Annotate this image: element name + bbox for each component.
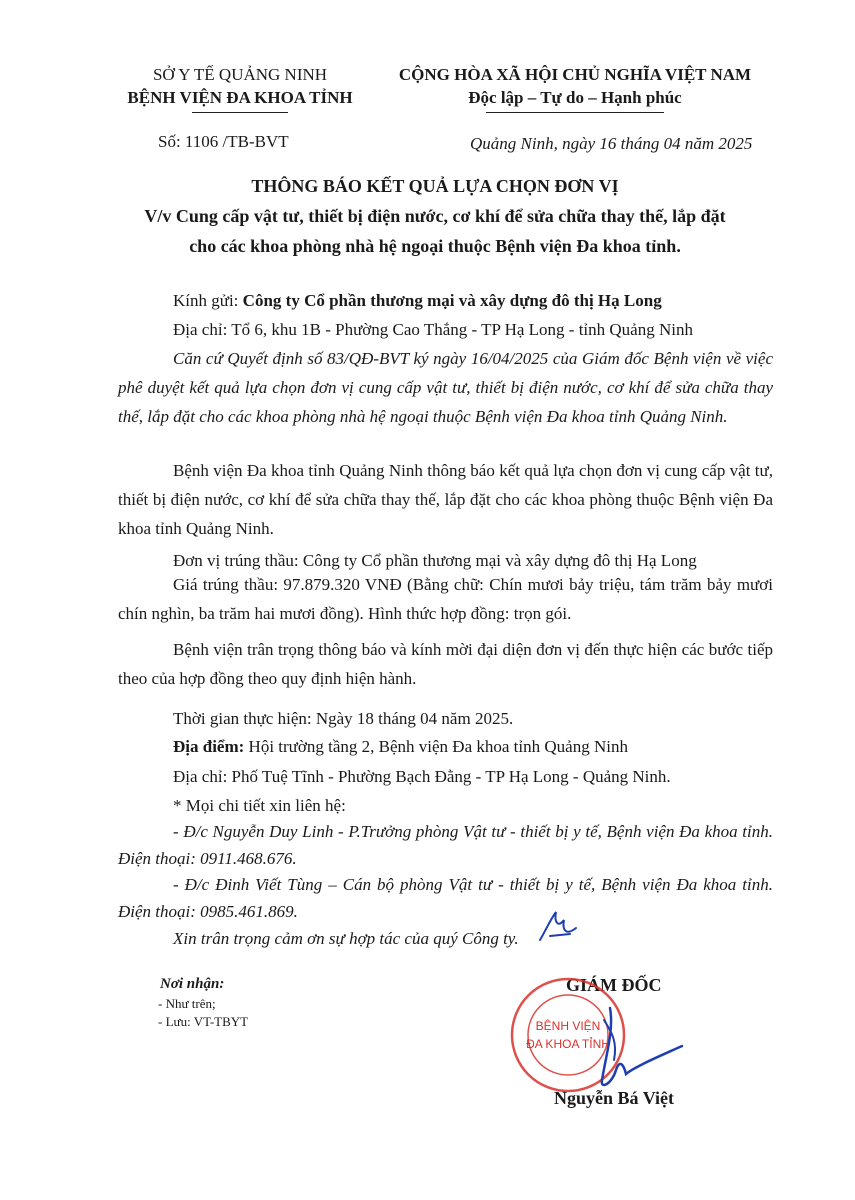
stamp-line-2: ĐA KHOA TỈNH xyxy=(526,1037,610,1051)
recipient-label: Kính gửi: xyxy=(173,291,243,310)
contact-intro: * Mọi chi tiết xin liên hệ: xyxy=(173,796,346,815)
contact-person-1: - Đ/c Nguyễn Duy Linh - P.Trưởng phòng Vật tư - thiết bị y tế, Bệnh viện Đa khoa tỉnh. Điện thoại: 0911.468.676. xyxy=(118,822,773,868)
signer-name: Nguyễn Bá Việt xyxy=(554,1088,675,1108)
stamp-line-1: BỆNH VIỆN xyxy=(535,1019,601,1033)
invitation-paragraph: Bệnh viện trân trọng thông báo và kính mời đại diện đơn vị đến thực hiện các bước tiếp theo của hợp đồng theo quy định hiện hành. xyxy=(118,640,773,688)
winning-bidder: Đơn vị trúng thầu: Công ty Cổ phần thương mại và xây dựng đô thị Hạ Long xyxy=(173,551,697,570)
place-date: Quảng Ninh, ngày 16 tháng 04 năm 2025 xyxy=(470,134,753,153)
winning-price: Giá trúng thầu: 97.879.320 VNĐ (Bằng chữ: Chín mươi bảy triệu, tám trăm bảy mươi chín nghìn, ba trăm hai mươi đồng). Hình thức hợp đồng: trọn gói. xyxy=(118,575,773,623)
implementation-time: Thời gian thực hiện: Ngày 18 tháng 04 năm 2025. xyxy=(173,709,514,728)
subject-line-1: V/v Cung cấp vật tư, thiết bị điện nước, cơ khí để sửa chữa thay thế, lắp đặt xyxy=(144,206,726,226)
document-number: Số: 1106 /TB-BVT xyxy=(158,132,289,151)
republic-heading: CỘNG HÒA XÃ HỘI CHỦ NGHĨA VIỆT NAM xyxy=(398,65,752,84)
venue-address: Địa chỉ: Phố Tuệ Tĩnh - Phường Bạch Đằng - TP Hạ Long - Quảng Ninh. xyxy=(173,767,671,786)
recipient-item-1: - Như trên; xyxy=(158,996,216,1011)
initial-mark xyxy=(536,906,584,948)
recipient-line xyxy=(173,290,662,312)
venue-line xyxy=(173,736,628,758)
left-header-underline xyxy=(192,112,288,113)
hospital-name: BỆNH VIỆN ĐA KHOA TỈNH xyxy=(127,88,353,107)
recipient-item-2: - Lưu: VT-TBYT xyxy=(158,1014,249,1029)
recipient-address: Địa chỉ: Tổ 6, khu 1B - Phường Cao Thắng - TP Hạ Long - tỉnh Quảng Ninh xyxy=(173,320,693,339)
recipient-company: Công ty Cổ phần thương mại và xây dựng đô thị Hạ Long xyxy=(242,291,662,310)
venue-label: Địa điểm: xyxy=(173,737,245,756)
signer-title: GIÁM ĐỐC xyxy=(566,975,662,995)
signature xyxy=(540,1000,690,1100)
subject-line-2: cho các khoa phòng nhà hệ ngoại thuộc Bệnh viện Đa khoa tỉnh. xyxy=(189,236,681,256)
agency-name: SỞ Y TẾ QUẢNG NINH xyxy=(152,65,328,84)
venue-name: Hội trường tầng 2, Bệnh viện Đa khoa tỉnh Quảng Ninh xyxy=(244,737,628,756)
motto: Độc lập – Tự do – Hạnh phúc xyxy=(468,88,682,107)
contact-person-2: - Đ/c Đinh Viết Tùng – Cán bộ phòng Vật tư - thiết bị y tế, Bệnh viện Đa khoa tỉnh. Điện thoại: 0985.461.869. xyxy=(118,875,773,921)
right-header-underline xyxy=(486,112,664,113)
document-title: THÔNG BÁO KẾT QUẢ LỰA CHỌN ĐƠN VỊ xyxy=(251,176,619,196)
announcement-paragraph: Bệnh viện Đa khoa tỉnh Quảng Ninh thông báo kết quả lựa chọn đơn vị cung cấp vật tư, thiết bị điện nước, cơ khí để sửa chữa thay thế, lắp đặt cho các khoa phòng thuộc Bệnh viện Đa khoa tỉnh Quảng Ninh. xyxy=(118,461,773,538)
thanks-line: Xin trân trọng cảm ơn sự hợp tác của quý Công ty. xyxy=(173,929,519,948)
recipients-label: Nơi nhận: xyxy=(160,976,225,992)
basis-paragraph: Căn cứ Quyết định số 83/QĐ-BVT ký ngày 16/04/2025 của Giám đốc Bệnh viện về việc phê duyệt kết quả lựa chọn đơn vị cung cấp vật tư, thiết bị điện nước, cơ khí để sửa chữa thay thế, lắp đặt cho các khoa phòng nhà hệ ngoại thuộc Bệnh viện Đa khoa tỉnh Quảng Ninh. xyxy=(118,349,773,426)
